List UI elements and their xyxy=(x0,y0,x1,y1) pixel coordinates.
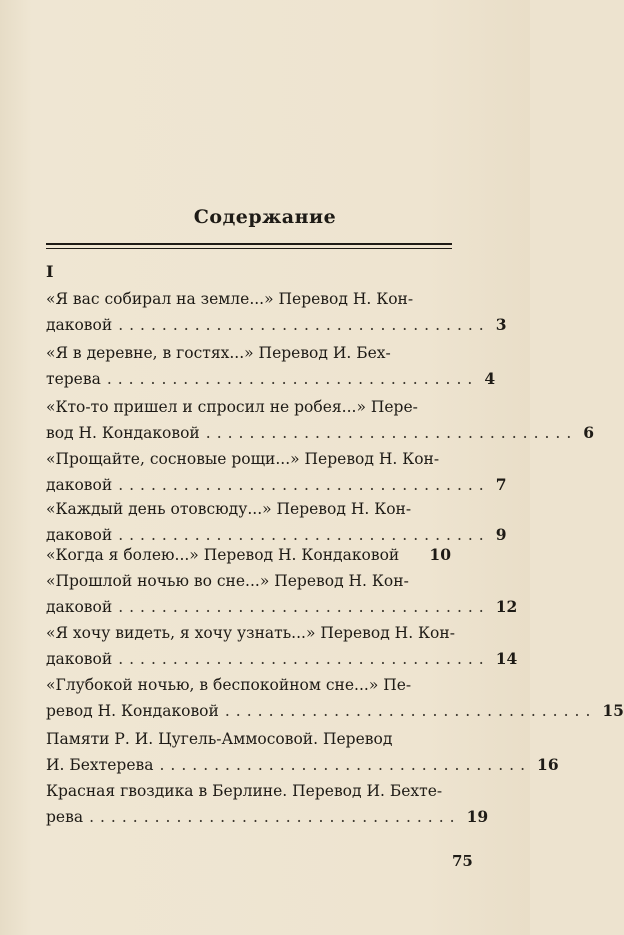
leader-dots: .................................. xyxy=(89,808,461,826)
entry-page: 10 xyxy=(429,545,451,564)
entry-page: 14 xyxy=(495,649,518,668)
page-number: 75 xyxy=(452,852,473,870)
entry-page: 9 xyxy=(495,525,507,544)
toc-entry xyxy=(46,446,507,498)
entry-page: 15 xyxy=(602,701,624,720)
entry-title-continued: терева xyxy=(46,370,101,388)
entry-title-continued: даковой xyxy=(46,598,113,616)
toc-entry xyxy=(46,778,489,830)
toc-entry xyxy=(46,672,624,724)
entry-page: 3 xyxy=(495,315,507,334)
entry-title: «Я хочу видеть, я хочу узнать...» Перевод Н. Кон- xyxy=(46,624,455,642)
section-number: I xyxy=(46,262,54,281)
entry-title: «Прошлой ночью во сне...» Перевод Н. Кон- xyxy=(46,572,409,590)
leader-dots: .................................. xyxy=(118,650,490,668)
leader-dots: .................................. xyxy=(106,370,479,388)
entry-title: Красная гвоздика в Берлине. Перевод И. Бехте- xyxy=(46,782,443,800)
toc-entry xyxy=(46,340,496,392)
entry-page: 16 xyxy=(537,755,559,774)
toc-entry xyxy=(46,394,595,446)
toc-entry xyxy=(46,568,518,620)
entry-title: «Глубокой ночью, в беспокойном сне...» Пе- xyxy=(46,676,412,694)
toc-entry xyxy=(46,620,518,672)
toc-entry xyxy=(46,496,507,548)
entry-title: «Каждый день отовсюду...» Перевод Н. Кон- xyxy=(46,500,412,518)
toc-entry xyxy=(46,286,507,338)
toc-entry xyxy=(46,542,451,568)
leader-dots: .................................. xyxy=(118,316,490,334)
leader-dots: .................................. xyxy=(159,756,532,774)
entry-title-continued: ревод Н. Кондаковой xyxy=(46,702,219,720)
entry-title-continued: даковой xyxy=(46,476,113,494)
entry-title-continued: рева xyxy=(46,808,84,826)
leader-dots: .................................. xyxy=(118,526,490,544)
entry-title: «Я вас собирал на земле...» Перевод Н. Кон- xyxy=(46,290,414,308)
entry-title: «Когда я болею...» Перевод Н. Кондаковой xyxy=(46,546,400,564)
toc-entry xyxy=(46,726,559,778)
leader-dots: .................................. xyxy=(118,476,490,494)
leader-dots: .................................. xyxy=(118,598,490,616)
entry-page: 12 xyxy=(495,597,518,616)
entry-title-continued: вод Н. Кондаковой xyxy=(46,424,200,442)
entry-title-continued: даковой xyxy=(46,526,113,544)
entry-title: «Прощайте, сосновые рощи...» Перевод Н. Кон- xyxy=(46,450,440,468)
entry-page: 7 xyxy=(495,475,507,494)
page-title: Содержание xyxy=(193,206,337,228)
entry-title: «Кто-то пришел и спросил не робея...» Пере- xyxy=(46,398,418,416)
entry-title-continued: даковой xyxy=(46,316,113,334)
entry-page: 6 xyxy=(583,423,595,442)
entry-title: Памяти Р. И. Цугель-Аммосовой. Перевод xyxy=(46,730,393,748)
entry-title-continued: И. Бехтерева xyxy=(46,756,154,774)
entry-title: «Я в деревне, в гостях...» Перевод И. Бех- xyxy=(46,344,391,362)
leader-dots: .................................. xyxy=(224,702,597,720)
entry-page: 4 xyxy=(484,369,496,388)
entry-title-continued: даковой xyxy=(46,650,113,668)
title-rule xyxy=(46,243,452,249)
leader-dots: .................................. xyxy=(205,424,578,442)
entry-page: 19 xyxy=(466,807,489,826)
